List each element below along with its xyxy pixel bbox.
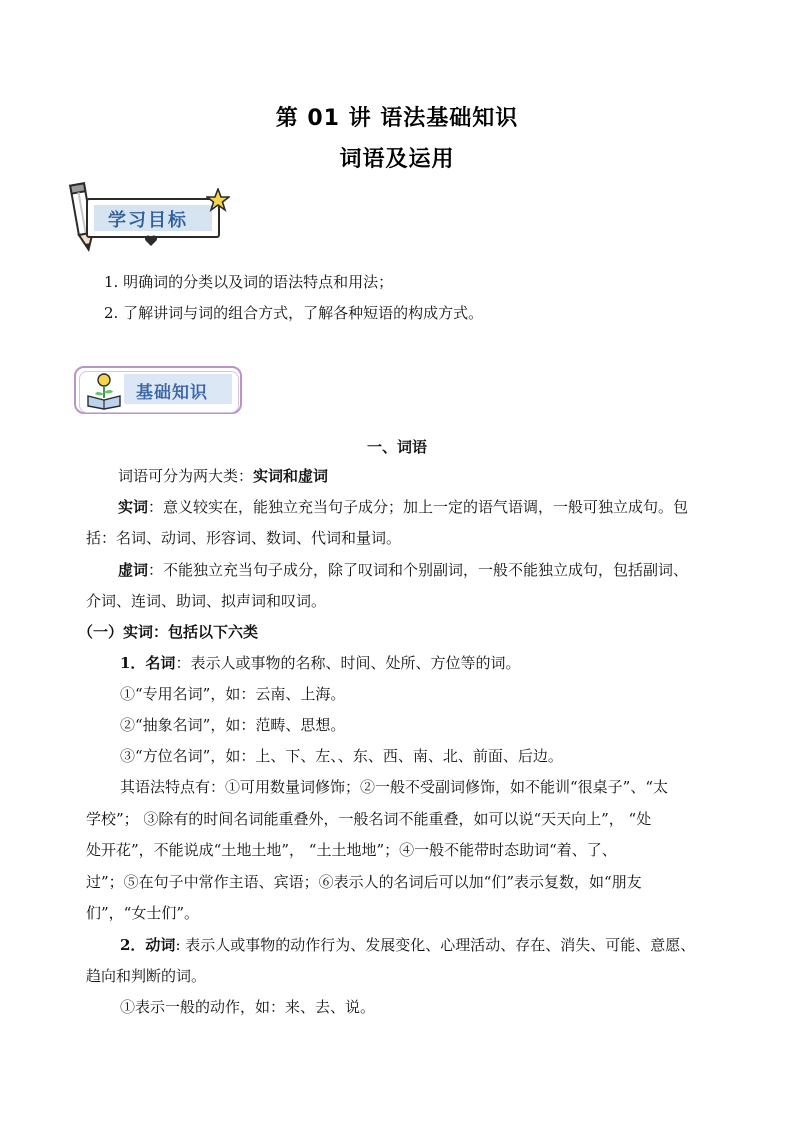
noun-item-2: ②“抽象名词”，如：范畴、思想。 (120, 716, 346, 734)
shici-line-1: 实词：意义较实在，能独立充当句子成分；加上一定的语气语调，一般可独立成句。包 (118, 498, 689, 516)
xuci-line-1: 虚词：不能独立充当句子成分，除了叹词和个别副词，一般不能独立成句，包括副词、 (118, 561, 689, 579)
section-title: 一、词语 (366, 438, 427, 456)
page-title: 第 01 讲 语法基础知识 (275, 106, 519, 131)
learning-goals-label: 学习目标 (108, 210, 188, 231)
basic-knowledge-label: 基础知识 (136, 383, 208, 403)
learning-goals-badge (64, 178, 244, 256)
noun-feature-line: 处开花”，不能说成“土地土地”， “土土地地”；④一般不能带时态助词“着、了、 (86, 841, 617, 859)
xuci-line-2: 介词、连词、助词、拟声词和叹词。 (86, 592, 327, 610)
intro-line: 词语可分为两大类：实词和虚词 (118, 467, 329, 485)
shici-line-2: 括：名词、动词、形容词、数词、代词和量词。 (86, 529, 402, 547)
verb-definition: 2．动词: 表示人或事物的动作行为、发展变化、心理活动、存在、消失、可能、意愿、 (120, 936, 696, 954)
noun-feature-line: 学校”； ③除有的时间名词能重叠外，一般名词不能重叠，如可以说“天天向上”， “处 (86, 810, 652, 828)
subheading: （一）实词：包括以下六类 (78, 623, 259, 641)
basic-knowledge-badge (74, 366, 246, 416)
goal-item-1: 1. 明确词的分类以及词的语法特点和用法； (104, 273, 394, 291)
noun-feature-line: 过”；⑤在句子中常作主语、宾语；⑥表示人的名词后可以加“们”表示复数，如“朋友 (86, 873, 642, 891)
heart-icon (144, 234, 158, 248)
goal-item-2: 2. 了解讲词与词的组合方式，了解各种短语的构成方式。 (104, 304, 484, 322)
noun-feature-line: 们”，“女士们”。 (86, 904, 200, 922)
book-lightbulb-icon (84, 370, 124, 410)
noun-item-1: ①“专用名词”，如：云南、上海。 (120, 685, 346, 703)
noun-item-3: ③“方位名词”，如：上、下、左、、东、西、南、北、前面、后边。 (120, 747, 563, 765)
verb-definition-cont: 趋向和判断的词。 (86, 967, 207, 985)
star-icon (206, 188, 230, 212)
noun-feature-line: 其语法特点有：①可用数量词修饰；②一般不受副词修饰，如不能训“很桌子”、“太 (120, 778, 669, 796)
page-subtitle: 词语及运用 (339, 147, 455, 172)
verb-item-1: ①表示一般的动作，如：来、去、说。 (120, 998, 376, 1016)
noun-definition: 1．名词：表示人或事物的名称、时间、处所、方位等的词。 (120, 654, 521, 672)
